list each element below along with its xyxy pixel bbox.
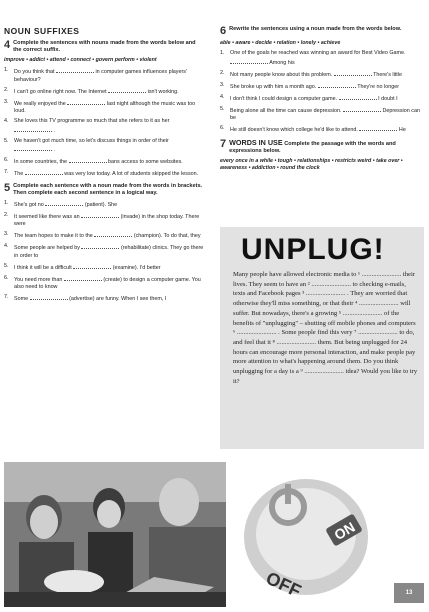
exercise-item [4,275,204,292]
item-number: 5. [4,137,9,144]
item-text-part-b: I doubt I [378,95,398,102]
item-text [14,200,204,210]
answer-blank[interactable] [73,263,111,269]
item-text [230,94,424,104]
exercise-item [4,99,204,116]
exercise-item [4,212,204,229]
item-text-part-b: . [53,127,55,134]
answer-blank[interactable] [69,157,107,163]
item-text [230,125,424,135]
item-text [230,70,424,80]
item-text-part-b: They're no longer [357,83,400,90]
item-text-part-a: In some countries, the [14,159,68,165]
answer-blank[interactable] [230,58,268,64]
item-text-part-b: (rehabilitate) clinics. They go there in order to [14,245,204,259]
item-text-part-b: (patient). She [84,201,118,208]
page-number: 13 [394,583,424,603]
task-4 [4,40,204,54]
exercise-item [4,67,204,84]
item-text [14,118,204,135]
exercise-item [4,138,204,155]
answer-blank[interactable] [14,145,52,151]
answer-blank[interactable] [64,275,102,281]
exercise-item [4,169,204,179]
exercise-item [4,157,204,167]
exercise-item [4,263,204,273]
item-text [14,294,204,304]
item-text-part-b: (advertise) are funny. When I see them, I [69,296,167,302]
unplug-passage-text: Many people have allowed electronic media to ¹ ........................ their lives. They seem to have an ² ........................ to checking e-mails, texts and Facebook pages ³ ........................ . They are worried that otherwise they'll miss something, or that their ⁴ ........................ will suffer. But nowadays, there's a growing ⁵ ........................ of the benefits of "unplugging" – shutting off mobile phones and computers ⁶ ........................ . Some people find this very ⁷ ........................ to do, and feel that it ⁸ ........................ them. But being unplugged for 24 hours can encourage more personal interaction, and make people pay more attention to what's happening around them. Do you think unplugging for a day is a ⁹ ........................ idea? Would you like to try it? [233,271,418,385]
item-text-part-a: Do you think that [14,69,55,75]
item-text-part-b: bans access to some websites. [108,159,183,165]
task-7-instruction-wrap [229,139,424,155]
task-instruction: Complete each sentence with a noun made from the words in brackets. Then complete each second sentence in a logical way. [13,182,203,196]
task-5-items [4,200,204,304]
exercise-item [4,294,204,304]
photo-people-using-devices [4,462,226,607]
item-number: 4. [220,93,225,100]
task-instruction: Complete the passage with the words and expressions below. [229,140,396,154]
item-text [230,82,424,92]
task-6 [220,26,424,37]
item-number: 1. [4,199,9,206]
answer-blank[interactable] [108,87,146,93]
item-number: 2. [220,69,225,76]
item-text-part-b: Among his [269,59,295,66]
exercise-item [4,200,204,210]
on-label: ON [331,518,358,544]
answer-blank[interactable] [81,212,119,218]
item-text-part-a: Some [14,296,29,302]
answer-blank[interactable] [14,126,52,132]
item-text [230,50,424,67]
item-text-part-b: (invade) in the shop today. There were [14,213,200,227]
item-number: 5. [4,262,9,269]
answer-blank[interactable] [56,67,94,73]
item-text [14,99,204,116]
exercise-item [220,125,424,135]
item-number: 3. [220,81,225,88]
item-number: 5. [220,105,225,112]
item-number: 7. [4,169,9,175]
task-number: 5 [4,181,11,194]
item-text-part-a: It seemed like there was an [14,213,80,220]
item-text [14,212,204,229]
item-text-part-a: We haven't got much time, so let's discuss things in order of their [14,137,169,144]
task-number: 7 [220,137,227,150]
exercise-item [4,231,204,241]
item-text-part-b: There's little [373,71,402,78]
item-number: 2. [4,86,9,93]
item-number: 3. [4,231,9,237]
on-off-button-illustration [226,452,396,607]
item-text-part-b: (champion). To do that, they [133,233,201,239]
task-instruction: Rewrite the sentences using a noun made from the words below. [229,26,402,32]
word-bank: able • aware • decide • relation • lonely • achieve [220,40,341,46]
item-number: 6. [4,274,9,281]
item-text [14,231,204,241]
right-column [220,26,424,175]
task-7 [220,139,424,155]
answer-blank[interactable] [67,99,105,105]
item-text-part-a: We really enjoyed the [14,100,66,107]
item-text [14,169,204,179]
power-button-icon [226,452,396,607]
answer-blank[interactable] [25,169,63,175]
task-6-items [220,50,424,135]
item-text-part-a: I think it will be a difficult [14,264,72,271]
item-text-part-a: She broke up with him a month ago. [230,83,317,90]
item-text-part-b: isn't working. [147,88,179,95]
item-text-part-b: . [53,147,55,153]
item-text-part-a: She's got no [14,201,44,208]
exercise-item [220,70,424,80]
item-number: 3. [4,98,9,105]
item-text-part-b: He [398,127,406,133]
item-text [14,243,204,260]
item-text [14,275,204,292]
answer-blank[interactable] [334,70,372,76]
task-instruction: Complete the sentences with nouns made from the words below and the correct suffix. [13,40,196,53]
answer-blank[interactable] [45,200,83,206]
item-text [14,263,204,273]
answer-blank[interactable] [339,94,377,100]
task-number: 4 [4,39,11,51]
item-number: 6. [220,125,225,131]
item-text-part-a: He still doesn't know which college he'd like to attend. [230,127,358,133]
off-label: OFF [262,567,305,602]
item-text-part-b: was very low today. A lot of students skipped the lesson. [64,171,199,177]
item-text-part-a: Some people are helped by [14,245,80,251]
item-text-part-a: You need more than [14,276,63,283]
item-text-part-b: in computer games influences players' behaviour? [14,69,187,83]
item-number: 1. [4,67,9,73]
photo-illustration [4,462,226,607]
item-text-part-a: Not many people know about this problem. [230,71,333,78]
exercise-item [4,118,204,135]
item-text-part-a: I don't think I could design a computer game. [230,95,338,102]
word-bank: every once in a while • tough • relationships • restricts weird • take over • awareness • addiction • round the clock [220,157,403,171]
item-text-part-a: I can't go online right now. The Internet [14,88,107,95]
item-number: 7. [4,294,9,300]
item-number: 4. [4,243,9,249]
item-text-part-a: She loves this TV programme so much that she refers to it as her [14,118,170,124]
exercise-item [220,94,424,104]
item-text [14,67,204,84]
answer-blank[interactable] [318,82,356,88]
item-text [230,106,424,123]
item-text-part-a: One of the goals he reached was winning an award for Best Video Game. [230,50,406,56]
task-4-items [4,67,204,179]
item-text [14,157,204,167]
item-number: 6. [4,157,9,163]
answer-blank[interactable] [94,231,132,237]
item-text-part-b: (examine). I'd better [112,264,161,271]
item-text-part-a: The [14,171,24,177]
item-text-part-b: last night although the music was too loud. [14,100,196,114]
item-text-part-b: (create) to design a computer game. You also need to know [14,276,201,290]
item-text-part-a: The team hopes to make it to the [14,233,93,239]
item-number: 1. [220,50,225,56]
answer-blank[interactable] [30,294,68,300]
item-number: 2. [4,211,9,218]
word-bank: improve • addict • attend • connect • govern perform • violent [4,57,157,63]
exercise-item [220,50,424,67]
words-in-use-heading: WORDS IN USE [229,137,283,147]
exercise-item [220,82,424,92]
left-column [4,26,204,306]
item-text-part-a: Being alone all the time can cause depression. [230,107,342,114]
task-5 [4,183,204,197]
exercise-item [220,106,424,123]
answer-blank[interactable] [343,106,381,112]
answer-blank[interactable] [359,125,397,131]
item-number: 4. [4,118,9,124]
item-text [14,138,204,155]
unplug-title: UNPLUG! [241,233,385,266]
exercise-item [4,243,204,260]
task-number: 6 [220,25,227,37]
item-text-part-b: Depression can be [230,107,420,121]
answer-blank[interactable] [81,243,119,249]
section-heading-noun-suffixes: NOUN SUFFIXES [4,26,80,36]
item-text [14,87,204,97]
exercise-item [4,87,204,97]
